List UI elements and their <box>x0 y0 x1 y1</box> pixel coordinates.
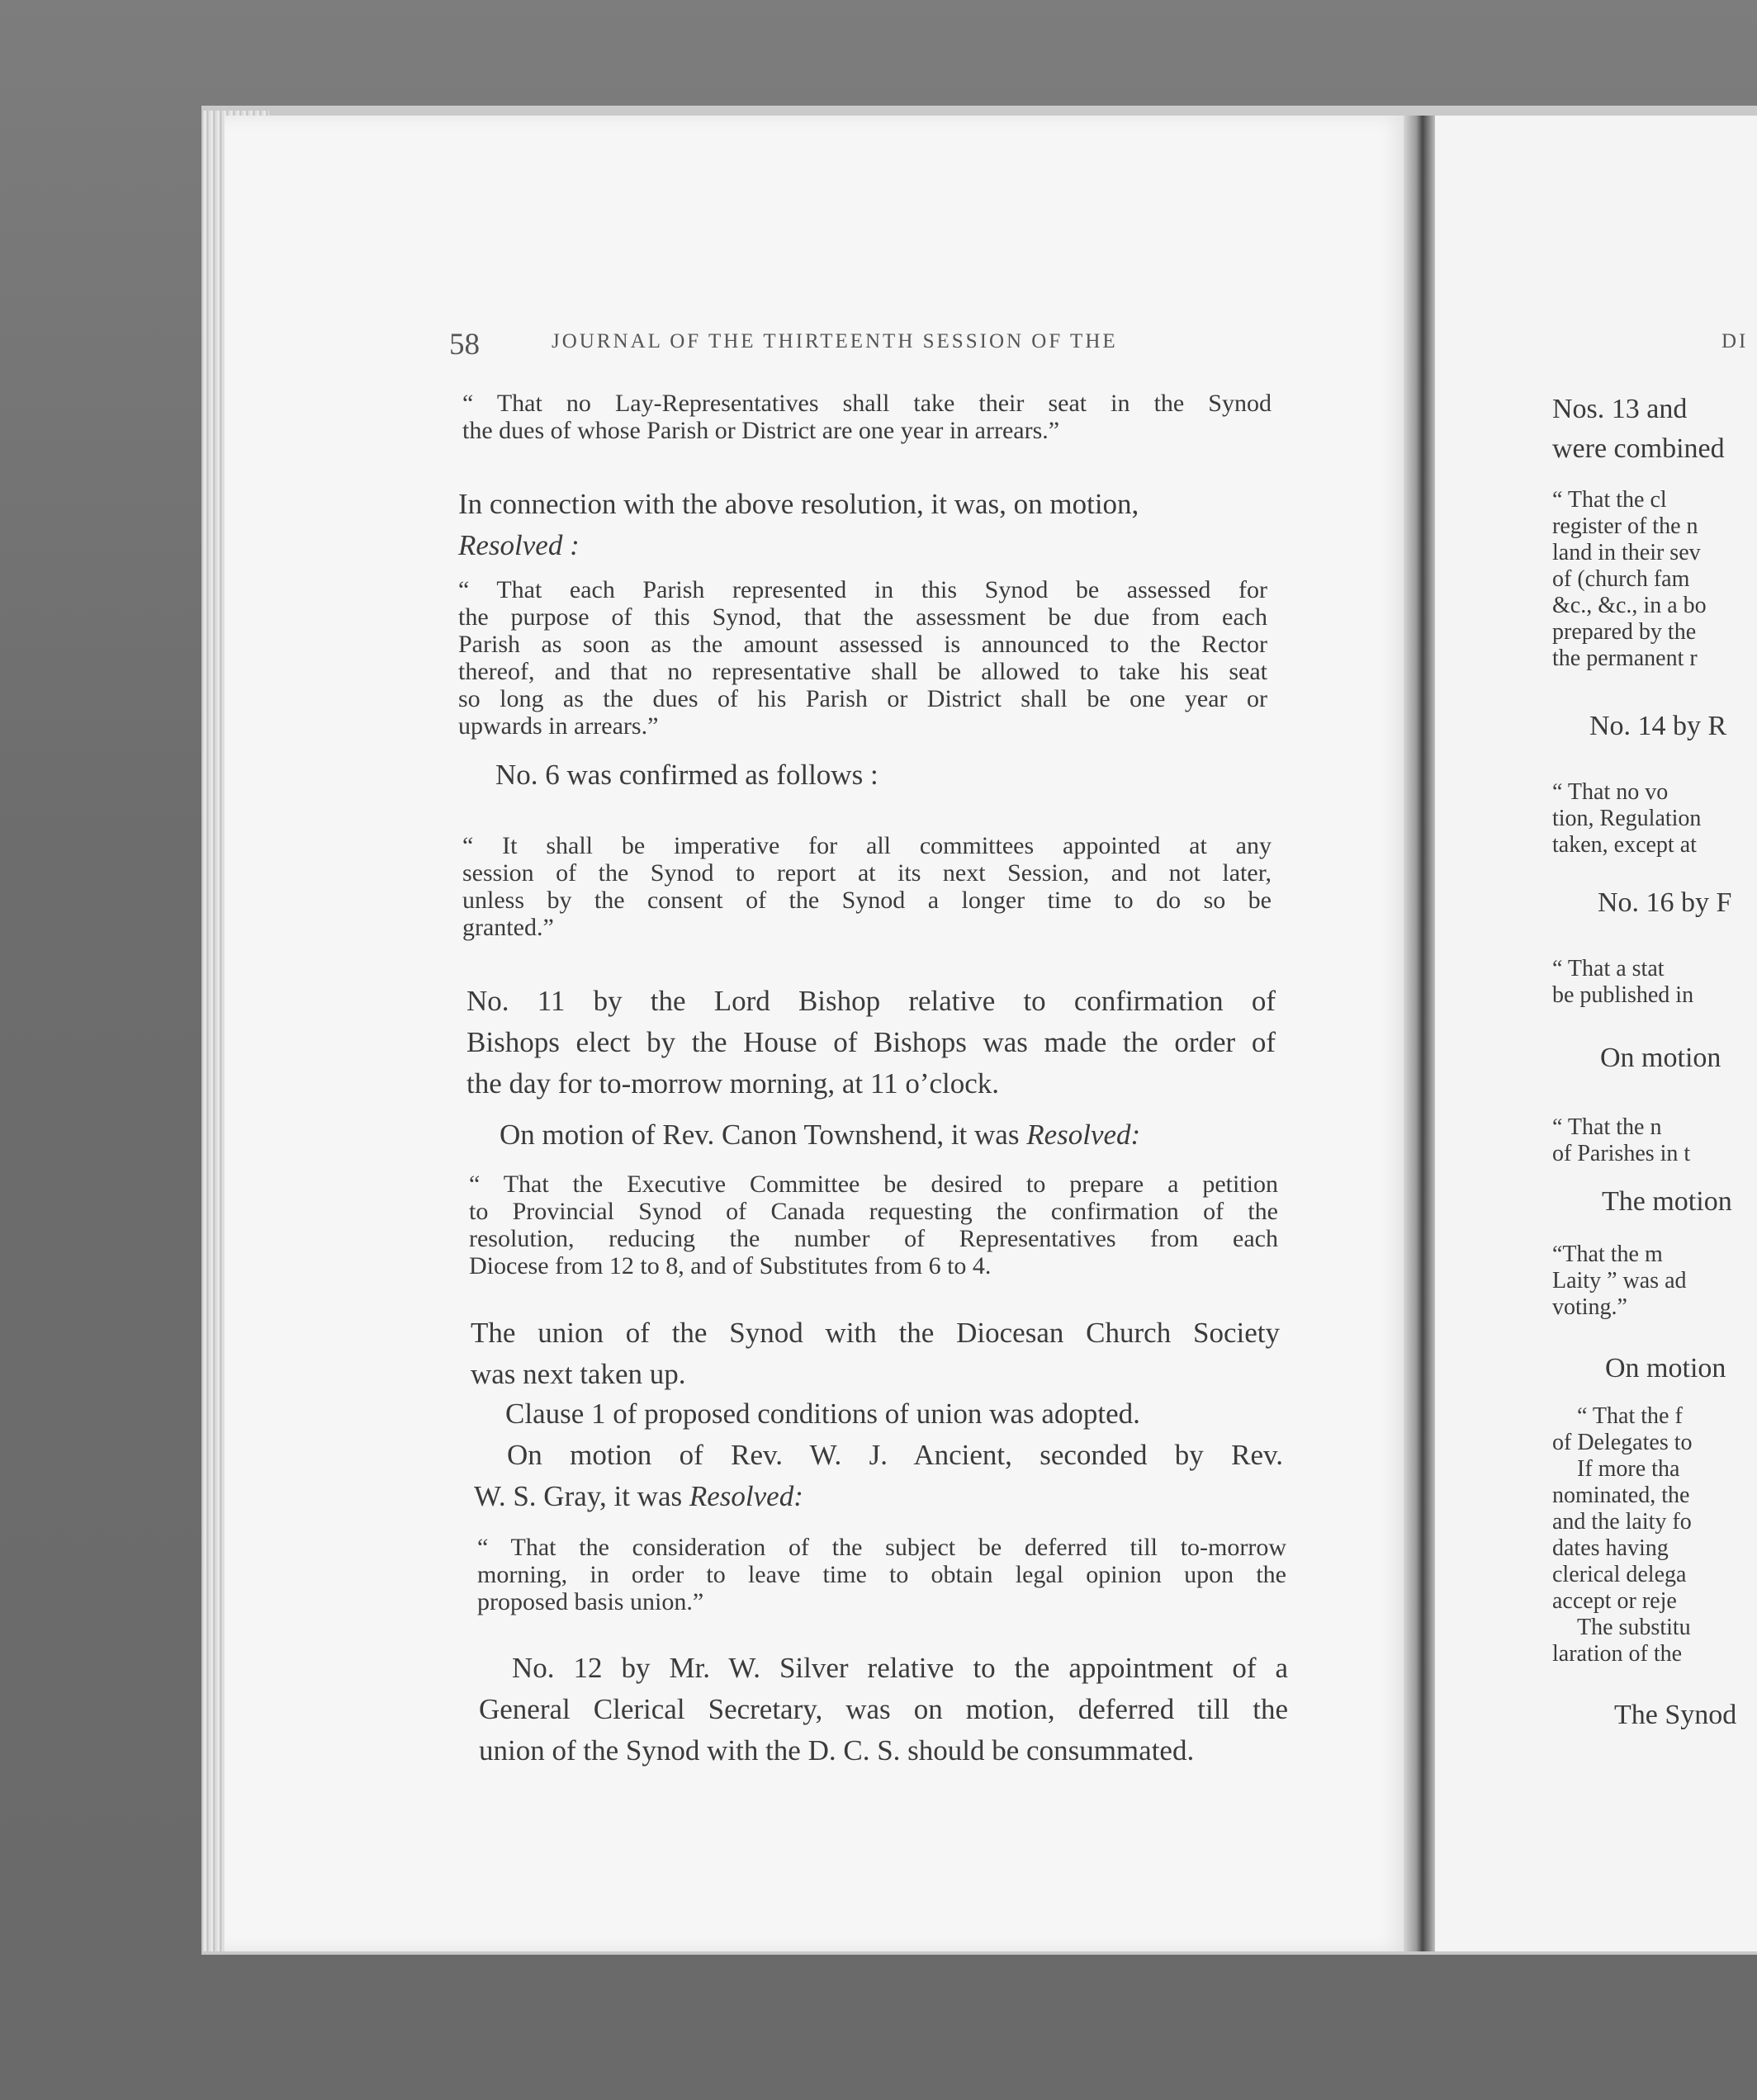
running-header: JOURNAL OF THE THIRTEENTH SESSION OF THE <box>552 330 1118 352</box>
quoted-resolution <box>462 390 1272 444</box>
resolved-label: Resolved : <box>458 529 580 561</box>
text-line: of Delegates to <box>1552 1430 1693 1455</box>
text-line: “ That the consideration of the subject be deferred till to-morrow <box>477 1534 1286 1561</box>
text-line: the day for to-morrow morning, at 11 o’clock. <box>466 1067 1000 1100</box>
text-line: of Parishes in t <box>1552 1141 1691 1166</box>
text-line: tion, Regulation <box>1552 806 1702 831</box>
text-line: were combined <box>1552 433 1725 464</box>
text-line: taken, except at <box>1552 832 1697 858</box>
text-line: If more tha <box>1577 1456 1680 1482</box>
right-fragment <box>1552 1403 1757 1667</box>
text-line: the permanent r <box>1552 646 1698 671</box>
text-line: be published in <box>1552 982 1694 1008</box>
text-line: to Provincial Synod of Canada requesting the confirmation of the <box>469 1198 1278 1225</box>
text-line: nominated, the <box>1552 1483 1690 1508</box>
paragraph <box>474 1435 1283 1517</box>
text-line: On motion <box>1605 1353 1726 1383</box>
text-line: “ That no Lay-Representatives shall take their seat in the Synod <box>462 390 1272 417</box>
paragraph <box>479 1648 1288 1771</box>
right-fragment <box>1552 956 1757 1009</box>
text-line: clerical delega <box>1552 1562 1687 1587</box>
text-line: No. 6 was confirmed as follows : <box>495 759 878 791</box>
right-fragment <box>1552 779 1757 858</box>
text-line: voting.” <box>1552 1294 1627 1320</box>
text-line: The Synod <box>1614 1700 1737 1730</box>
text-line: On motion of Rev. Canon Townshend, it was <box>500 1119 1020 1151</box>
text-line: “ It shall be imperative for all committees appointed at any <box>462 832 1272 859</box>
text-line: laration of the <box>1552 1641 1683 1667</box>
text-line: dates having <box>1552 1535 1669 1561</box>
text-line: thereof, and that no representative shall be allowed to take his seat <box>458 658 1267 685</box>
text-line: the dues of whose Parish or District are one year in arrears.” <box>462 417 1060 444</box>
paragraph <box>466 981 1276 1104</box>
text-line: On motion <box>1600 1043 1721 1073</box>
text-line: “ That the cl <box>1552 487 1667 513</box>
right-running-header-fragment: DI <box>1721 330 1749 352</box>
text-line: The motion <box>1602 1186 1732 1217</box>
text-line: W. S. Gray, it was <box>474 1480 683 1512</box>
right-fragment <box>1552 1114 1757 1167</box>
text-line: Parish as soon as the amount assessed is announced to the Rector <box>458 631 1267 658</box>
text-line: No. 11 by the Lord Bishop relative to confirmation of <box>466 985 1276 1017</box>
resolved-label: Resolved: <box>689 1480 803 1512</box>
text-line: granted.” <box>462 914 554 941</box>
text-line: “ That a stat <box>1552 956 1665 981</box>
text-line: prepared by the <box>1552 619 1697 645</box>
text-line: was next taken up. <box>471 1358 686 1390</box>
text-line: register of the n <box>1552 513 1698 539</box>
text-line: Bishops elect by the House of Bishops was made the order of <box>466 1026 1276 1058</box>
page-number: 58 <box>449 328 480 362</box>
text-line: “ That no vo <box>1552 779 1669 805</box>
text-line: unless by the consent of the Synod a longer time to do so be <box>462 887 1272 914</box>
text-line: “ That the n <box>1552 1114 1662 1140</box>
right-fragment <box>1614 1696 1757 1735</box>
resolved-label: Resolved: <box>1026 1119 1141 1151</box>
book-gutter <box>1404 116 1435 1951</box>
quoted-resolution <box>469 1171 1278 1279</box>
text-line: No. 16 by F <box>1598 887 1732 918</box>
text-line: Laity ” was ad <box>1552 1268 1687 1294</box>
text-line: session of the Synod to report at its next Session, and not later, <box>462 859 1272 887</box>
text-line: No. 12 by Mr. W. Silver relative to the appointment of a <box>512 1652 1288 1684</box>
text-line: accept or reje <box>1552 1588 1677 1614</box>
text-line: morning, in order to leave time to obtain legal opinion upon the <box>477 1561 1286 1588</box>
text-line: the purpose of this Synod, that the assessment be due from each <box>458 603 1267 631</box>
right-fragment <box>1552 1242 1757 1321</box>
text-line: &c., &c., in a bo <box>1552 593 1707 618</box>
text-line: On motion of Rev. W. J. Ancient, seconded by Rev. <box>507 1439 1283 1471</box>
paragraph <box>505 1393 1314 1435</box>
right-fragment <box>1589 707 1757 746</box>
paragraph <box>458 484 1267 566</box>
text-line: “ That the f <box>1577 1403 1683 1429</box>
right-fragment <box>1605 1349 1757 1388</box>
right-fragment <box>1600 1038 1757 1078</box>
quoted-resolution <box>462 832 1272 941</box>
text-line: resolution, reducing the number of Representatives from each <box>469 1225 1278 1252</box>
text-line: so long as the dues of his Parish or District shall be one year or <box>458 685 1267 712</box>
text-line: “ That each Parish represented in this Synod be assessed for <box>458 576 1267 603</box>
paragraph <box>471 1312 1280 1395</box>
quoted-resolution <box>458 576 1267 740</box>
text-line: “ That the Executive Committee be desired to prepare a petition <box>469 1171 1278 1198</box>
paragraph <box>500 1114 1309 1156</box>
text-line: General Clerical Secretary, was on motion, deferred till the <box>479 1693 1288 1725</box>
right-fragment <box>1602 1182 1757 1222</box>
text-line: proposed basis union.” <box>477 1588 704 1615</box>
right-fragment <box>1552 487 1757 672</box>
text-line: land in their sev <box>1552 540 1701 565</box>
text-line: The substitu <box>1577 1615 1691 1640</box>
text-line: union of the Synod with the D. C. S. should be consummated. <box>479 1734 1195 1767</box>
quoted-resolution <box>477 1534 1286 1615</box>
text-line: No. 14 by R <box>1589 711 1727 741</box>
text-line: Clause 1 of proposed conditions of union was adopted. <box>505 1398 1140 1430</box>
text-line: Nos. 13 and <box>1552 394 1688 424</box>
text-line: In connection with the above resolution, it was, on motion, <box>458 488 1139 520</box>
text-line: “That the m <box>1552 1242 1663 1267</box>
text-line: Diocese from 12 to 8, and of Substitutes from 6 to 4. <box>469 1252 992 1279</box>
paragraph <box>495 754 1305 796</box>
text-line: The union of the Synod with the Diocesan Church Society <box>471 1317 1280 1349</box>
right-fragment <box>1552 390 1757 469</box>
text-line: of (church fam <box>1552 566 1690 592</box>
text-line: and the laity fo <box>1552 1509 1692 1535</box>
text-line: upwards in arrears.” <box>458 712 659 740</box>
right-fragment <box>1598 883 1757 923</box>
